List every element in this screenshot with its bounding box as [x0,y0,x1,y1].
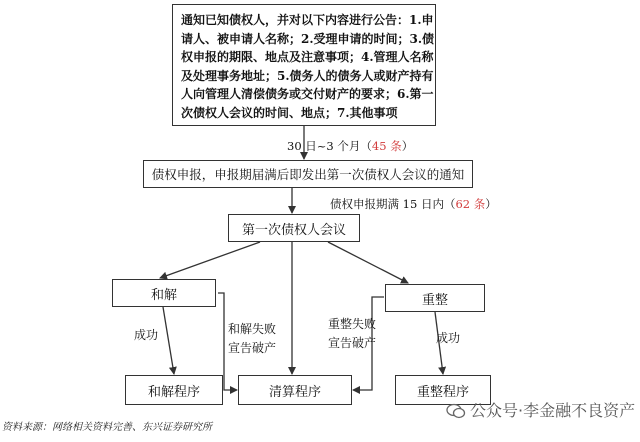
wechat-icon [446,403,466,419]
success-label-right: 成功 [436,331,461,345]
notice-box [172,4,436,126]
arrow-label-close: ） [401,139,414,153]
arrow-label-text: 债权申报期满 15 日内（ [330,197,456,211]
notice-line: 通知已知债权人，并对以下内容进行公告：1.申 [181,13,434,27]
notice-line: 权申报的期限、地点及注意事项；4.管理人名称 [181,50,434,64]
first-creditors-meeting-box: 第一次债权人会议 [228,214,360,242]
notice-line: 人向管理人清偿债务或交付财产的要求；6.第一 [181,87,434,101]
reorganization-procedure-box: 重整程序 [395,375,491,405]
reorganization-fail-line: 宣告破产 [328,336,377,350]
success-label-left: 成功 [134,328,159,342]
settlement-fail-line: 和解失败 [228,322,277,336]
settlement-fail-line: 宣告破产 [228,341,277,355]
settlement-fail-label [228,320,276,358]
arrow-label-close: ） [485,197,497,211]
reorganization-fail-label [328,315,376,353]
settlement-box: 和解 [112,279,216,307]
notice-line: 请人、被申请人名称；2.受理申请的时间；3.债 [181,31,435,46]
notice-line: 次债权人会议的时间、地点；7.其他事项 [181,105,398,120]
arrow-hejie-to-program [163,307,174,374]
arrow-label-text: 30 日~3 个月（ [287,139,372,153]
watermark-text: 公众号·李金融不良资产 [470,401,636,420]
article-ref-45: 45 条 [371,139,402,153]
claim-filing-box: 债权申报，申报期届满后即发出第一次债权人会议的通知 [143,160,473,188]
arrow-label-30-days [287,138,413,154]
source-note: 资料来源：网络相关资料完善、东兴证券研究所 [2,422,212,433]
arrow-meeting-to-hejie [160,242,260,278]
settlement-procedure-box: 和解程序 [125,375,223,405]
reorganization-fail-line: 重整失败 [328,317,377,331]
arrow-label-15-days [330,196,497,212]
liquidation-procedure-box: 清算程序 [238,375,352,405]
arrow-meeting-to-chongzheng [328,242,408,283]
watermark [446,403,635,419]
notice-line: 及处理事务地址；5.债务人的债务人或财产持有 [181,68,434,83]
reorganization-box: 重整 [385,284,485,312]
article-ref-62: 62 条 [455,197,486,211]
